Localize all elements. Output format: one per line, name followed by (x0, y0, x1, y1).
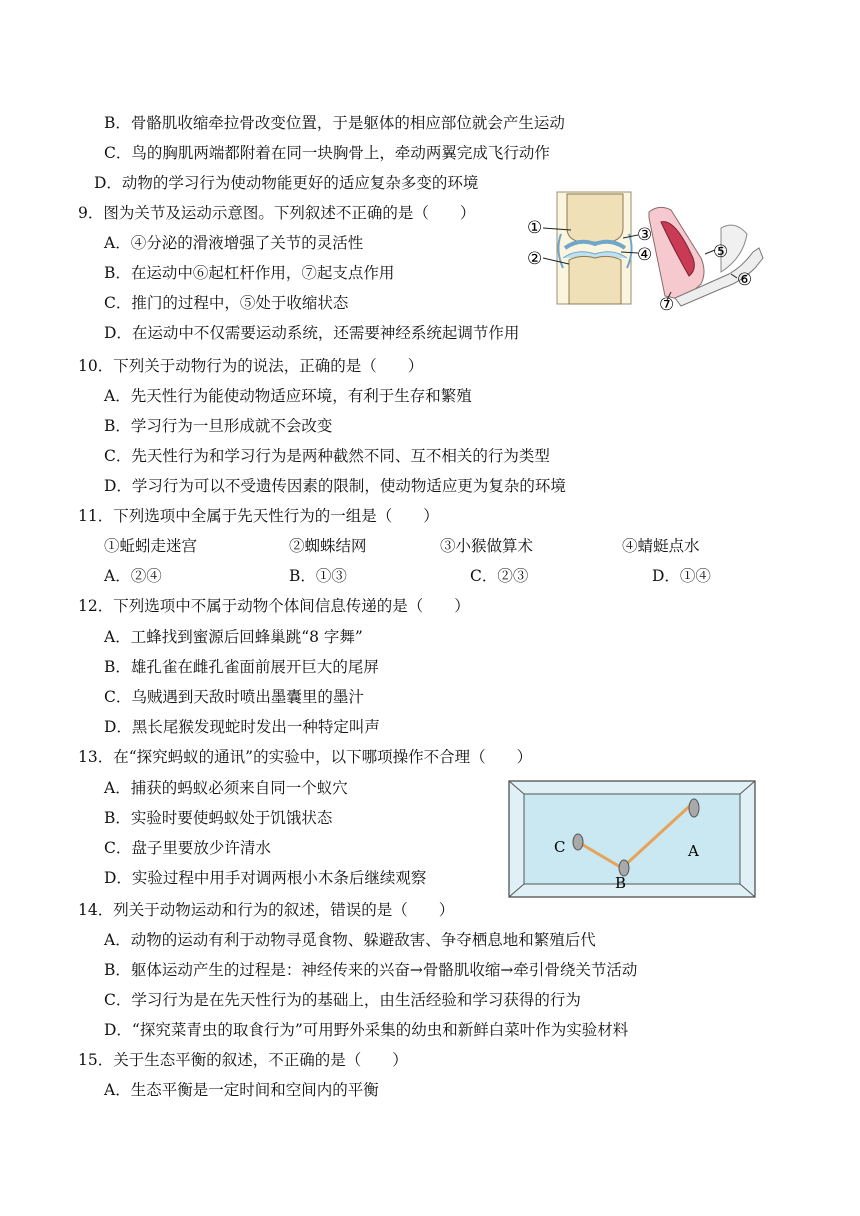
q13-stem: 13．在“探究蚂蚁的通讯”的实验中，以下哪项操作不合理（ ） (78, 748, 533, 766)
q11-choice-a: A．②④ (104, 567, 162, 585)
q15-option-a: A．生态平衡是一定时间和空间内的平衡 (104, 1081, 379, 1099)
q14-option-c: C．学习行为是在先天性行为的基础上，由生活经验和学习获得的行为 (104, 991, 581, 1009)
q13-option-c: C．盘子里要放少许清水 (104, 839, 271, 857)
q14-option-d: D．“探究菜青虫的取食行为”可用野外采集的幼虫和新鲜白菜叶作为实验材料 (104, 1021, 629, 1039)
q11-item-4: ④蜻蜓点水 (622, 537, 700, 555)
arm-diagram (649, 207, 763, 306)
q9-option-d: D．在运动中不仅需要运动系统，还需要神经系统起调节作用 (104, 324, 520, 342)
q10-stem: 10．下列关于动物行为的说法，正确的是（ ） (78, 357, 424, 375)
q10-option-b: B．学习行为一旦形成就不会改变 (104, 417, 333, 435)
q13-option-b: B．实验时要使蚂蚁处于饥饿状态 (104, 809, 333, 827)
q8-option-c: C．鸟的胸肌两端都附着在同一块胸骨上，牵动两翼完成飞行动作 (104, 144, 550, 162)
label-3: ③ (637, 225, 653, 245)
q14-stem: 14．列关于动物运动和行为的叙述，错误的是（ ） (78, 901, 455, 919)
q9-option-c: C．推门的过程中，⑤处于收缩状态 (104, 294, 349, 312)
q11-choice-c: C．②③ (470, 567, 529, 585)
q8-option-b: B．骨骼肌收缩牵拉骨改变位置，于是躯体的相应部位就会产生运动 (104, 114, 565, 132)
q11-item-3: ③小猴做算术 (440, 537, 534, 555)
tray-label-a: A (688, 842, 699, 860)
q11-choice-b: B．①③ (289, 567, 347, 585)
q12-option-b: B．雄孔雀在雌孔雀面前展开巨大的尾屏 (104, 658, 379, 676)
label-4: ④ (637, 245, 653, 265)
q11-choice-d: D．①④ (652, 567, 711, 585)
q11-item-1: ①蚯蚓走迷宫 (104, 537, 198, 555)
joint-diagram (543, 192, 638, 304)
q13-option-a: A．捕获的蚂蚁必须来自同一个蚁穴 (104, 779, 348, 797)
q13-option-d: D．实验过程中用手对调两根小木条后继续观察 (104, 869, 427, 887)
ant-tray-figure (508, 780, 756, 898)
label-1: ① (527, 218, 543, 238)
q12-stem: 12．下列选项中不属于动物个体间信息传递的是（ ） (78, 597, 470, 615)
q14-option-a: A．动物的运动有利于动物寻觅食物、躲避敌害、争夺栖息地和繁殖后代 (104, 931, 596, 949)
label-7: ⑦ (659, 295, 675, 313)
q12-option-c: C．乌贼遇到天敌时喷出墨囊里的墨汁 (104, 688, 364, 706)
q10-option-d: D．学习行为可以不受遗传因素的限制，使动物适应更为复杂的环境 (104, 477, 566, 495)
q9-option-b: B．在运动中⑥起杠杆作用，⑦起支点作用 (104, 264, 395, 282)
label-5: ⑤ (713, 242, 729, 262)
label-2: ② (527, 249, 543, 269)
joint-movement-figure (525, 188, 765, 313)
tray-label-c: C (554, 838, 566, 856)
q9-option-a: A．④分泌的滑液增强了关节的灵活性 (104, 234, 364, 252)
q10-option-a: A．先天性行为能使动物适应环境，有利于生存和繁殖 (104, 387, 472, 405)
tray-label-b: B (615, 874, 627, 892)
q11-item-2: ②蜘蛛结网 (289, 537, 367, 555)
q8-option-d: D．动物的学习行为使动物能更好的适应复杂多变的环境 (94, 174, 479, 192)
q10-option-c: C．先天性行为和学习行为是两种截然不同、互不相关的行为类型 (104, 447, 550, 465)
label-6: ⑥ (737, 270, 753, 290)
q11-stem: 11．下列选项中全属于先天性行为的一组是（ ） (78, 507, 439, 525)
q9-stem: 9．图为关节及运动示意图。下列叙述不正确的是（ ） (78, 204, 476, 222)
q15-stem: 15．关于生态平衡的叙述，不正确的是（ ） (78, 1051, 408, 1069)
q12-option-d: D．黑长尾猴发现蛇时发出一种特定叫声 (104, 718, 380, 736)
q14-option-b: B．躯体运动产生的过程是：神经传来的兴奋→骨骼肌收缩→牵引骨绕关节活动 (104, 961, 638, 979)
q12-option-a: A．工蜂找到蜜源后回蜂巢跳“8 字舞” (104, 628, 363, 646)
